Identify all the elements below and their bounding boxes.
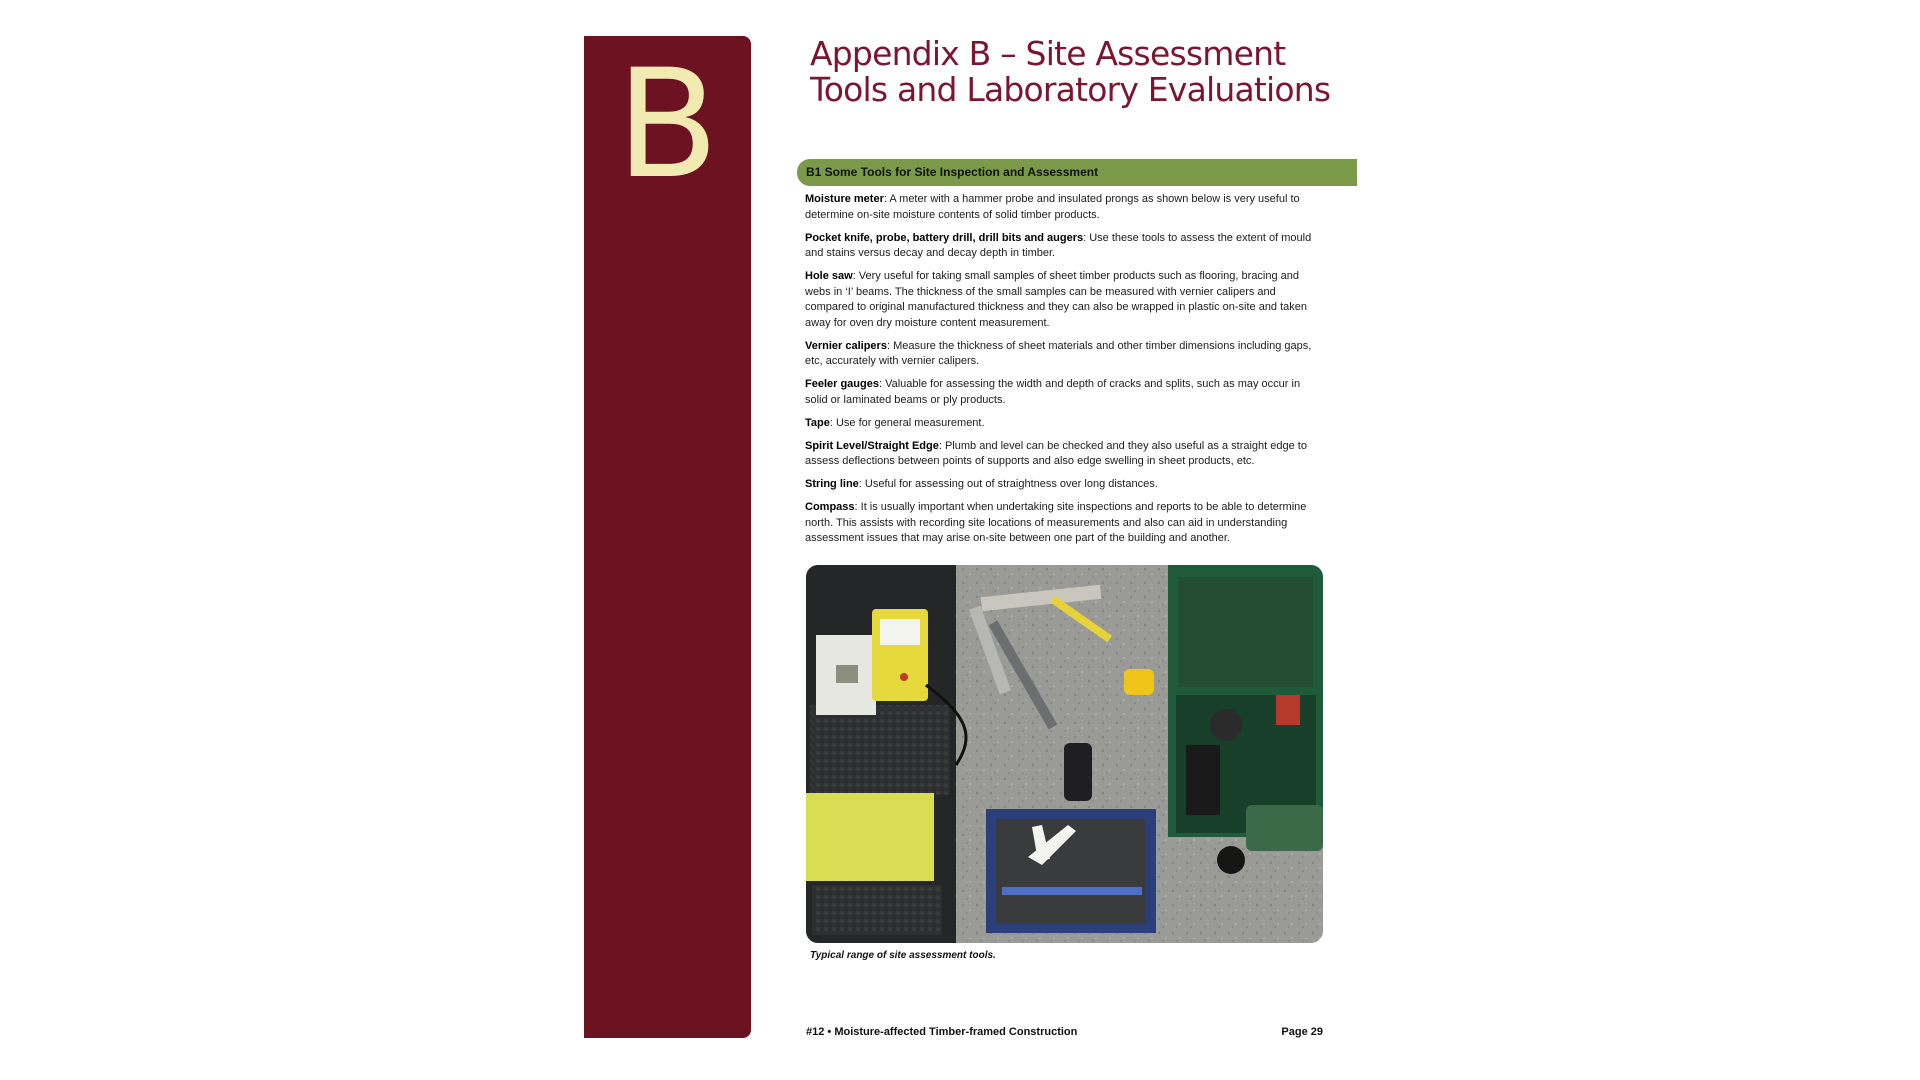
appendix-sidebar: [584, 36, 751, 1038]
section-heading: B1 Some Tools for Site Inspection and Assessment: [806, 165, 1099, 179]
appendix-title-line-1: Appendix B – Site Assessment: [810, 34, 1286, 73]
tool-description: : Very useful for taking small samples of sheet timber products such as flooring, bracing and webs in ‘I’ beams. The thickness of the small samples can be measured with vernier calipers and compared to original manufactured thickness and they can also be wrapped in plastic on-site and taken away for oven dry moisture content measurement.: [805, 270, 1308, 329]
tool-entry: [805, 439, 1325, 470]
tool-term: Compass: [805, 501, 855, 513]
tool-description: : Measure the thickness of sheet materials and other timber dimensions including gaps, etc, accurately with vernier calipers.: [805, 339, 1312, 367]
appendix-title: [810, 36, 1390, 108]
appendix-letter: B: [616, 38, 719, 212]
footer-page-number: Page 29: [1281, 1026, 1323, 1038]
tool-description: : It is usually important when undertaking site inspections and reports to be able to determine north. This assists with recording site locations of measurements and also can aid in understanding assessment issues that may arise on-site between one part of the building and another.: [805, 501, 1307, 544]
site-tools-photo: [806, 565, 1323, 943]
tool-term: String line: [805, 478, 859, 490]
tool-list: [805, 192, 1325, 554]
tool-description: : Valuable for assessing the width and depth of cracks and splits, such as may occur in solid or laminated beams or ply products.: [805, 378, 1301, 406]
tool-description: : A meter with a hammer probe and insulated prongs as shown below is very useful to determine on-site moisture contents of solid timber products.: [805, 193, 1300, 221]
section-heading-bar: [797, 159, 1357, 186]
tool-description: : Use these tools to assess the extent of mould and stains versus decay and decay depth in timber.: [805, 231, 1312, 259]
tool-entry: [805, 500, 1325, 547]
tool-term: Spirit Level/Straight Edge: [805, 439, 939, 452]
tool-term: Moisture meter: [805, 193, 884, 205]
tool-entry: [805, 231, 1325, 262]
tool-description: : Plumb and level can be checked and they also useful as a straight edge to assess deflections between points of supports and also edge swelling in sheet products, etc.: [805, 439, 1307, 467]
tool-entry: [805, 269, 1325, 331]
tool-term: Tape: [805, 416, 830, 429]
tool-entry: [805, 377, 1325, 408]
tool-description: : Use for general measurement.: [829, 416, 985, 429]
appendix-title-line-2: Tools and Laboratory Evaluations: [810, 70, 1331, 109]
figure-caption: Typical range of site assessment tools.: [810, 950, 996, 961]
tool-entry: [805, 192, 1325, 223]
tool-term: Vernier calipers: [805, 339, 887, 352]
tool-entry: [805, 477, 1325, 493]
tool-entry: [805, 339, 1325, 370]
tool-term: Hole saw: [805, 270, 853, 282]
tool-description: : Useful for assessing out of straightness over long distances.: [858, 478, 1158, 490]
footer-publication: #12 • Moisture-affected Timber-framed Construction: [806, 1026, 1078, 1038]
tool-term: Feeler gauges: [805, 378, 879, 390]
tool-entry: [805, 416, 1325, 432]
tool-term: Pocket knife, probe, battery drill, drill bits and augers: [805, 231, 1084, 244]
